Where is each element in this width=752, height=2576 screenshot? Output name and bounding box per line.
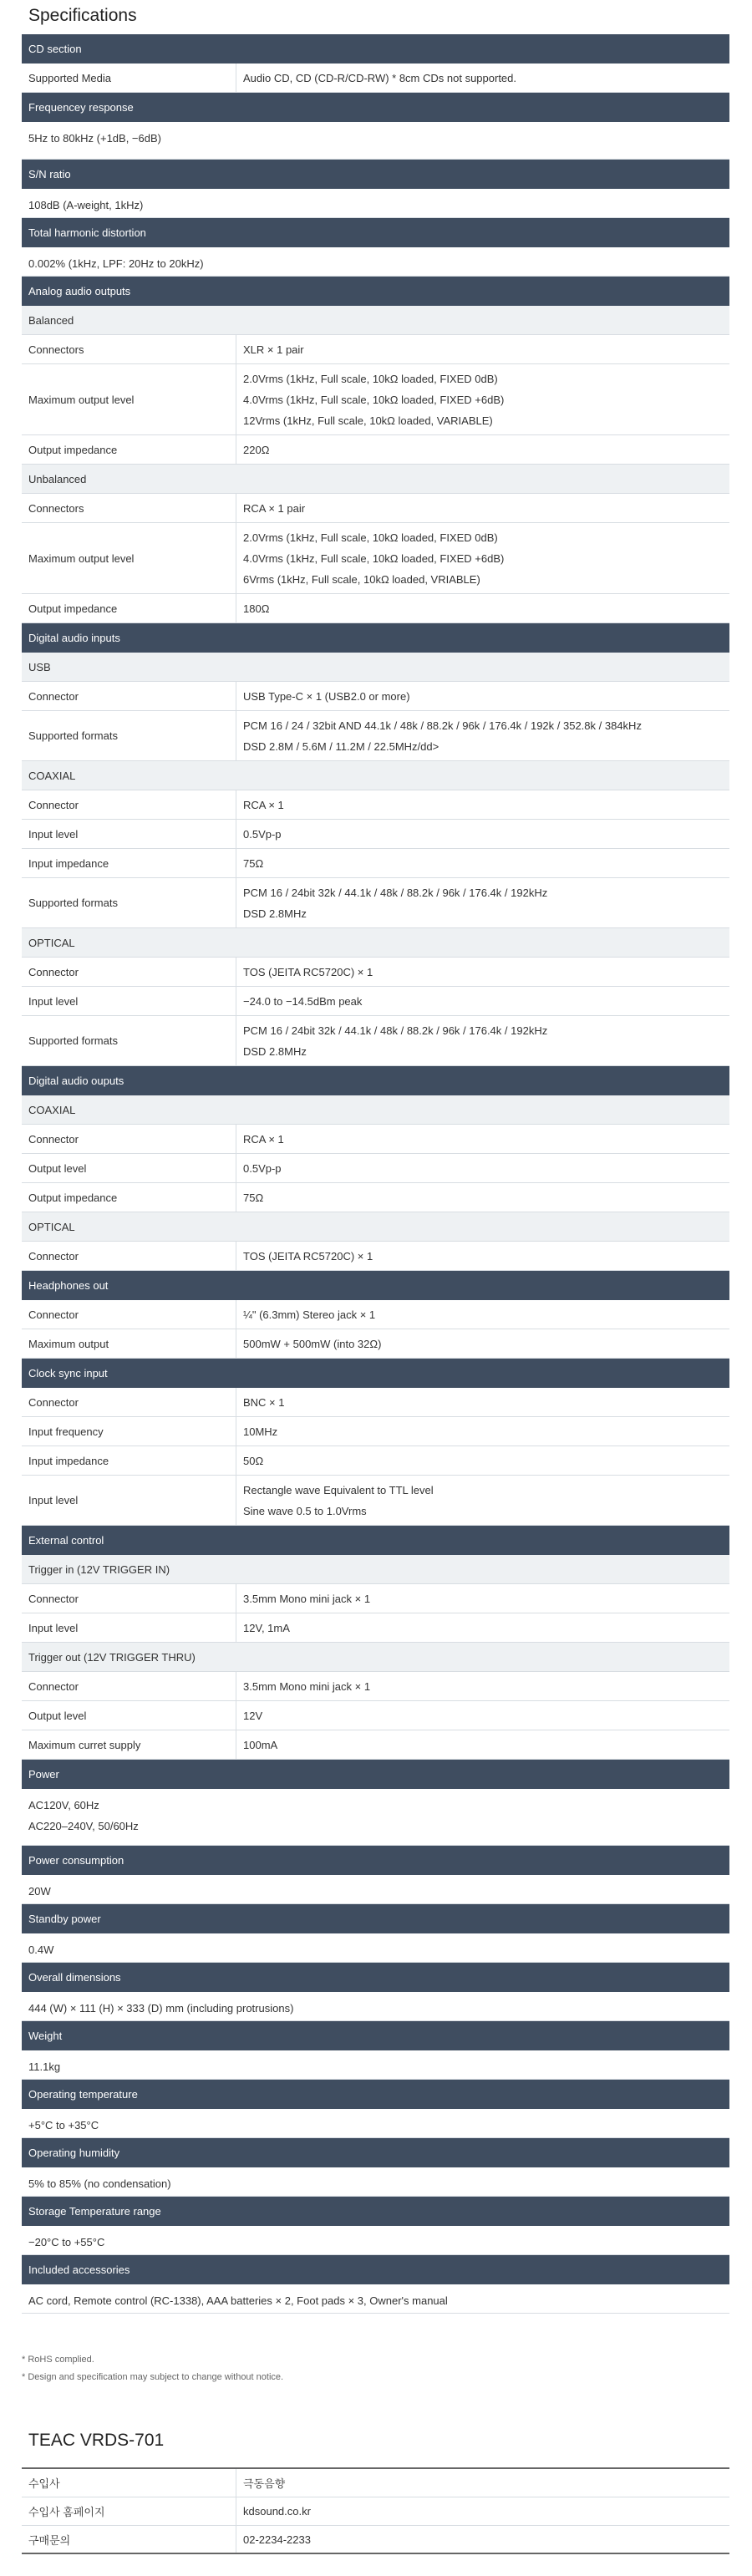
spec-plain-value: [22, 189, 729, 216]
spec-value-line: 3.5mm Mono mini jack × 1: [243, 1592, 371, 1605]
section-header-text: Frequencey response: [28, 101, 134, 114]
subsection-header-text: Unbalanced: [28, 472, 87, 485]
spec-row: [22, 790, 729, 820]
spec-value-line: PCM 16 / 24bit 32k / 44.1k / 48k / 88.2k / 96k / 176.4k / 192kHz: [243, 1024, 548, 1037]
product-info-label: 구매문의: [22, 2526, 236, 2553]
spec-value-line: AC220–240V, 50/60Hz: [28, 1820, 139, 1832]
spec-value: [236, 1388, 729, 1416]
spec-value-line: 100mA: [243, 1738, 278, 1751]
spec-value: [236, 682, 729, 710]
spec-table: [22, 34, 729, 2314]
product-info-row: [22, 2469, 729, 2497]
spec-value-line: 4.0Vrms (1kHz, Full scale, 10kΩ loaded, FIXED +6dB): [243, 551, 505, 565]
product-info-value: 02-2234-2233: [243, 2533, 311, 2546]
spec-value-line: 11.1kg: [28, 2060, 61, 2073]
spec-plain-row: [22, 1933, 729, 1963]
spec-value: [236, 1125, 729, 1153]
spec-value-line: PCM 16 / 24 / 32bit AND 44.1k / 48k / 88.2k / 96k / 176.4k / 192k / 352.8k / 384kHz: [243, 719, 642, 732]
subsection-header-text: COAXIAL: [28, 1103, 76, 1116]
spec-row: [22, 64, 729, 93]
spec-plain-row: [22, 2284, 729, 2314]
note-design: * Design and specification may subject to change without notice.: [22, 2372, 284, 2382]
notes: [22, 2351, 283, 2386]
spec-value: [236, 1016, 729, 1065]
spec-label: Maximum output: [22, 1329, 236, 1358]
spec-label: Maximum output level: [22, 364, 236, 434]
spec-value-line: 220Ω: [243, 443, 270, 456]
spec-label: Input impedance: [22, 1446, 236, 1475]
spec-label: Connector: [22, 1584, 236, 1613]
spec-row: [22, 1730, 729, 1760]
spec-row: [22, 523, 729, 594]
section-header: [22, 160, 729, 189]
spec-plain-value: [22, 1933, 729, 1960]
section-header: [22, 93, 729, 122]
spec-label: Input impedance: [22, 849, 236, 877]
spec-label: Output impedance: [22, 594, 236, 622]
spec-label: Input frequency: [22, 1417, 236, 1446]
spec-value: [236, 1242, 729, 1270]
spec-plain-row: [22, 1789, 729, 1846]
spec-value-line: 4.0Vrms (1kHz, Full scale, 10kΩ loaded, FIXED +6dB): [243, 393, 505, 406]
product-title: TEAC VRDS-701: [28, 2431, 165, 2450]
spec-row: [22, 987, 729, 1016]
spec-row: [22, 435, 729, 465]
spec-value: [236, 1329, 729, 1358]
product-info-label: 수입사: [22, 2469, 236, 2497]
spec-plain-row: [22, 2050, 729, 2080]
section-header-text: Headphones out: [28, 1279, 109, 1292]
spec-row: [22, 364, 729, 435]
spec-value-line: DSD 2.8M / 5.6M / 11.2M / 22.5MHz/dd>: [243, 739, 440, 753]
spec-value: [236, 594, 729, 622]
section-header: [22, 34, 729, 64]
spec-row: [22, 1388, 729, 1417]
spec-value: [236, 364, 729, 434]
spec-value-line: 2.0Vrms (1kHz, Full scale, 10kΩ loaded, FIXED 0dB): [243, 531, 498, 544]
spec-label: Connectors: [22, 494, 236, 522]
spec-row: [22, 1242, 729, 1271]
spec-value-line: XLR × 1 pair: [243, 343, 304, 356]
spec-plain-value: [22, 1992, 729, 2019]
subsection-header-text: USB: [28, 660, 51, 673]
spec-value-line: 108dB (A-weight, 1kHz): [28, 199, 144, 211]
spec-value-line: RCA × 1 pair: [243, 501, 306, 515]
spec-value-line: BNC × 1: [243, 1395, 285, 1409]
section-header: [22, 2080, 729, 2109]
spec-value-line: 12Vrms (1kHz, Full scale, 10kΩ loaded, VARIABLE): [243, 414, 493, 427]
spec-value-line: AC120V, 60Hz: [28, 1799, 99, 1811]
spec-row: [22, 1672, 729, 1701]
spec-value: [236, 494, 729, 522]
subsection-header-text: OPTICAL: [28, 1220, 75, 1233]
spec-value-line: 10MHz: [243, 1425, 278, 1438]
spec-value: [236, 849, 729, 877]
spec-row: [22, 711, 729, 761]
subsection-header-text: COAXIAL: [28, 769, 76, 782]
section-header-text: Included accessories: [28, 2264, 130, 2276]
section-header: [22, 277, 729, 306]
spec-value-line: 75Ω: [243, 856, 264, 870]
spec-label: Connector: [22, 1242, 236, 1270]
spec-label: Connector: [22, 1125, 236, 1153]
subsection-header-text: Trigger out (12V TRIGGER THRU): [28, 1650, 196, 1664]
spec-label: Output impedance: [22, 1183, 236, 1212]
spec-row: [22, 494, 729, 523]
spec-plain-row: [22, 122, 729, 160]
spec-value: [236, 711, 729, 760]
spec-plain-row: [22, 1875, 729, 1904]
spec-label: Output level: [22, 1154, 236, 1182]
section-header-text: Clock sync input: [28, 1367, 108, 1379]
spec-value-line: 0.5Vp-p: [243, 827, 282, 841]
spec-label: Connectors: [22, 335, 236, 363]
spec-row: [22, 1584, 729, 1613]
section-header: [22, 1271, 729, 1300]
spec-plain-value: [22, 2284, 729, 2311]
spec-plain-value: [22, 122, 729, 149]
subsection-header: [22, 761, 729, 790]
section-header-text: Operating humidity: [28, 2147, 120, 2159]
spec-label: Output level: [22, 1701, 236, 1730]
spec-row: [22, 1300, 729, 1329]
section-header-text: Overall dimensions: [28, 1971, 121, 1984]
spec-value: [236, 958, 729, 986]
product-info-table: [22, 2467, 729, 2554]
spec-label: Maximum curret supply: [22, 1730, 236, 1759]
spec-label: Output impedance: [22, 435, 236, 464]
subsection-header: [22, 1555, 729, 1584]
spec-plain-value: [22, 2109, 729, 2136]
spec-value-line: −24.0 to −14.5dBm peak: [243, 994, 363, 1008]
section-header-text: Storage Temperature range: [28, 2205, 161, 2218]
spec-plain-value: [22, 2050, 729, 2077]
spec-plain-value: [22, 1875, 729, 1902]
product-info-row: [22, 2526, 729, 2554]
spec-plain-row: [22, 2167, 729, 2197]
spec-value-line: TOS (JEITA RC5720C) × 1: [243, 1249, 373, 1263]
spec-value: [236, 1154, 729, 1182]
spec-value: [236, 1476, 729, 1525]
spec-value: [236, 820, 729, 848]
subsection-header-text: Balanced: [28, 313, 74, 327]
subsection-header: [22, 653, 729, 682]
subsection-header: [22, 1212, 729, 1242]
spec-value-line: 50Ω: [243, 1454, 264, 1467]
product-info-value: 극동음향: [243, 2477, 286, 2490]
spec-value-line: DSD 2.8MHz: [243, 907, 307, 920]
section-header-text: Total harmonic distortion: [28, 226, 146, 239]
spec-value: [236, 987, 729, 1015]
spec-value-line: Audio CD, CD (CD-R/CD-RW) * 8cm CDs not supported.: [243, 71, 516, 84]
spec-value-line: 500mW + 500mW (into 32Ω): [243, 1337, 382, 1350]
spec-value-line: −20°C to +55°C: [28, 2236, 105, 2248]
section-header: [22, 1760, 729, 1789]
spec-value: [236, 1584, 729, 1613]
section-header-text: Operating temperature: [28, 2088, 138, 2101]
spec-value-line: TOS (JEITA RC5720C) × 1: [243, 965, 373, 978]
page-title: Specifications: [28, 6, 137, 25]
spec-label: Connector: [22, 790, 236, 819]
spec-label: Connector: [22, 682, 236, 710]
spec-label: Maximum output level: [22, 523, 236, 593]
spec-value-line: Sine wave 0.5 to 1.0Vrms: [243, 1504, 367, 1517]
spec-label: Connector: [22, 1388, 236, 1416]
spec-value-line: Rectangle wave Equivalent to TTL level: [243, 1483, 434, 1496]
spec-value-line: 5% to 85% (no condensation): [28, 2177, 171, 2190]
spec-label: Supported formats: [22, 711, 236, 760]
section-header-text: S/N ratio: [28, 168, 71, 180]
spec-value: [236, 790, 729, 819]
spec-plain-value: [22, 1789, 729, 1837]
product-info-value: kdsound.co.kr: [243, 2505, 311, 2518]
spec-plain-row: [22, 189, 729, 218]
spec-value: [236, 435, 729, 464]
spec-plain-row: [22, 247, 729, 277]
spec-row: [22, 1476, 729, 1526]
spec-value: [236, 1613, 729, 1642]
spec-label: Supported Media: [22, 64, 236, 92]
spec-label: Connector: [22, 1300, 236, 1329]
spec-value-line: 180Ω: [243, 602, 270, 615]
spec-value: [236, 1183, 729, 1212]
spec-value: [236, 1672, 729, 1700]
section-header: [22, 1904, 729, 1933]
spec-value-line: 0.5Vp-p: [243, 1161, 282, 1175]
spec-label: Input level: [22, 1476, 236, 1525]
spec-value: [236, 1730, 729, 1759]
spec-value-line: 5Hz to 80kHz (+1dB, −6dB): [28, 132, 161, 145]
spec-row: [22, 1417, 729, 1446]
section-header-text: Weight: [28, 2030, 63, 2042]
spec-value: [236, 335, 729, 363]
spec-plain-value: [22, 2167, 729, 2194]
spec-value-line: USB Type-C × 1 (USB2.0 or more): [243, 689, 410, 703]
subsection-header: [22, 1095, 729, 1125]
spec-value-line: 12V: [243, 1709, 263, 1722]
spec-row: [22, 878, 729, 928]
spec-row: [22, 820, 729, 849]
spec-value-line: 6Vrms (1kHz, Full scale, 10kΩ loaded, VRIABLE): [243, 572, 480, 586]
subsection-header: [22, 465, 729, 494]
spec-value-line: 0.002% (1kHz, LPF: 20Hz to 20kHz): [28, 257, 204, 270]
section-header-text: Power: [28, 1768, 59, 1781]
spec-value-line: 3.5mm Mono mini jack × 1: [243, 1679, 371, 1693]
spec-plain-row: [22, 2109, 729, 2138]
spec-value-line: RCA × 1: [243, 798, 284, 811]
section-header-text: External control: [28, 1534, 104, 1547]
spec-value-line: 12V, 1mA: [243, 1621, 290, 1634]
subsection-header: [22, 1643, 729, 1672]
spec-value-line: PCM 16 / 24bit 32k / 44.1k / 48k / 88.2k / 96k / 176.4k / 192kHz: [243, 886, 548, 899]
section-header-text: Digital audio ouputs: [28, 1075, 124, 1087]
subsection-header: [22, 306, 729, 335]
section-header: [22, 1846, 729, 1875]
spec-value-line: +5°C to +35°C: [28, 2119, 99, 2131]
spec-row: [22, 1183, 729, 1212]
spec-label: Connector: [22, 958, 236, 986]
spec-value-line: DSD 2.8MHz: [243, 1044, 307, 1058]
spec-row: [22, 1613, 729, 1643]
spec-value-line: 75Ω: [243, 1191, 264, 1204]
spec-label: Input level: [22, 987, 236, 1015]
subsection-header-text: OPTICAL: [28, 936, 75, 949]
spec-value-line: 20W: [28, 1885, 51, 1898]
spec-value: [236, 64, 729, 92]
section-header: [22, 218, 729, 247]
spec-value: [236, 1446, 729, 1475]
section-header-text: CD section: [28, 43, 82, 55]
spec-row: [22, 1701, 729, 1730]
spec-row: [22, 1016, 729, 1066]
spec-value: [236, 523, 729, 593]
spec-value-line: 0.4W: [28, 1943, 54, 1956]
subsection-header: [22, 928, 729, 958]
spec-row: [22, 1154, 729, 1183]
spec-value-line: AC cord, Remote control (RC-1338), AAA batteries × 2, Foot pads × 3, Owner's manual: [28, 2294, 448, 2307]
section-header: [22, 1526, 729, 1555]
spec-row: [22, 682, 729, 711]
spec-label: Supported formats: [22, 878, 236, 927]
spec-plain-row: [22, 2226, 729, 2255]
section-header: [22, 1359, 729, 1388]
note-rohs: * RoHS complied.: [22, 2355, 94, 2365]
spec-row: [22, 1125, 729, 1154]
section-header-text: Power consumption: [28, 1854, 124, 1867]
spec-value: [236, 878, 729, 927]
subsection-header-text: Trigger in (12V TRIGGER IN): [28, 1562, 170, 1576]
product-info-label: 수입사 홈페이지: [22, 2497, 236, 2525]
spec-label: Input level: [22, 820, 236, 848]
spec-row: [22, 1329, 729, 1359]
product-info-row: [22, 2497, 729, 2526]
section-header: [22, 2138, 729, 2167]
section-header: [22, 2021, 729, 2050]
section-header-text: Standby power: [28, 1913, 101, 1925]
spec-row: [22, 1446, 729, 1476]
spec-plain-row: [22, 1992, 729, 2021]
spec-value-line: RCA × 1: [243, 1132, 284, 1146]
spec-row: [22, 849, 729, 878]
spec-row: [22, 335, 729, 364]
section-header: [22, 2255, 729, 2284]
section-header: [22, 1066, 729, 1095]
spec-row: [22, 594, 729, 623]
spec-value: [236, 1300, 729, 1329]
spec-value: [236, 1417, 729, 1446]
spec-value: [236, 1701, 729, 1730]
section-header: [22, 623, 729, 653]
spec-value-line: ¼" (6.3mm) Stereo jack × 1: [243, 1308, 376, 1321]
section-header-text: Digital audio inputs: [28, 632, 120, 644]
spec-label: Input level: [22, 1613, 236, 1642]
section-header: [22, 2197, 729, 2226]
spec-value-line: 2.0Vrms (1kHz, Full scale, 10kΩ loaded, FIXED 0dB): [243, 372, 498, 385]
spec-value-line: 444 (W) × 111 (H) × 333 (D) mm (including protrusions): [28, 2002, 294, 2015]
section-header: [22, 1963, 729, 1992]
spec-plain-value: [22, 247, 729, 274]
spec-label: Supported formats: [22, 1016, 236, 1065]
spec-plain-value: [22, 2226, 729, 2253]
section-header-text: Analog audio outputs: [28, 285, 131, 297]
spec-row: [22, 958, 729, 987]
spec-label: Connector: [22, 1672, 236, 1700]
